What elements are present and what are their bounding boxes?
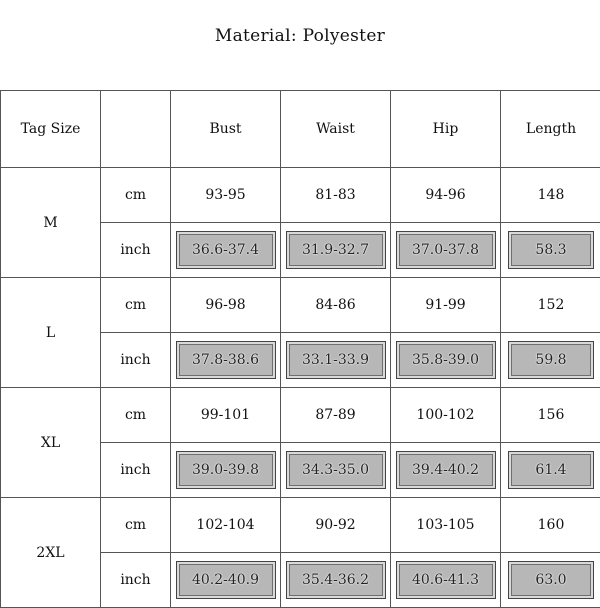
table-row-2xl-cm [1, 498, 600, 553]
hip-cm: 103-105 [391, 498, 501, 553]
bust-inch: 36.6-37.4 [176, 231, 276, 269]
header-length: Length [501, 91, 600, 168]
size-label-l: L [1, 278, 101, 388]
bust-cm: 99-101 [171, 388, 281, 443]
waist-inch: 34.3-35.0 [286, 451, 386, 489]
length-cm: 152 [501, 278, 600, 333]
length-cm: 148 [501, 168, 600, 223]
waist-inch-cell [281, 553, 391, 608]
size-chart-table [0, 90, 600, 608]
size-label-m: M [1, 168, 101, 278]
waist-cm: 87-89 [281, 388, 391, 443]
waist-cm: 84-86 [281, 278, 391, 333]
hip-inch: 39.4-40.2 [396, 451, 496, 489]
bust-cm: 102-104 [171, 498, 281, 553]
size-label-xl: XL [1, 388, 101, 498]
hip-cm: 100-102 [391, 388, 501, 443]
header-row [1, 91, 600, 168]
header-hip: Hip [391, 91, 501, 168]
hip-cm: 91-99 [391, 278, 501, 333]
waist-inch-cell [281, 333, 391, 388]
length-inch-cell [501, 223, 600, 278]
bust-inch-cell [171, 223, 281, 278]
length-cm: 160 [501, 498, 600, 553]
unit-cm: cm [101, 388, 171, 443]
header-waist: Waist [281, 91, 391, 168]
unit-cm: cm [101, 498, 171, 553]
hip-cm: 94-96 [391, 168, 501, 223]
waist-inch: 33.1-33.9 [286, 341, 386, 379]
unit-cm: cm [101, 278, 171, 333]
unit-inch: inch [101, 443, 171, 498]
hip-inch-cell [391, 443, 501, 498]
length-inch: 63.0 [508, 561, 594, 599]
bust-inch-cell [171, 443, 281, 498]
waist-inch: 35.4-36.2 [286, 561, 386, 599]
length-cm: 156 [501, 388, 600, 443]
unit-inch: inch [101, 333, 171, 388]
header-tag-size: Tag Size [1, 91, 101, 168]
bust-inch: 39.0-39.8 [176, 451, 276, 489]
length-inch-cell [501, 443, 600, 498]
hip-inch-cell [391, 333, 501, 388]
waist-cm: 90-92 [281, 498, 391, 553]
length-inch-cell [501, 333, 600, 388]
unit-inch: inch [101, 553, 171, 608]
waist-inch-cell [281, 223, 391, 278]
bust-inch-cell [171, 553, 281, 608]
hip-inch-cell [391, 553, 501, 608]
length-inch: 59.8 [508, 341, 594, 379]
hip-inch: 40.6-41.3 [396, 561, 496, 599]
length-inch: 61.4 [508, 451, 594, 489]
header-unit [101, 91, 171, 168]
bust-cm: 93-95 [171, 168, 281, 223]
bust-cm: 96-98 [171, 278, 281, 333]
bust-inch-cell [171, 333, 281, 388]
header-bust: Bust [171, 91, 281, 168]
bust-inch: 40.2-40.9 [176, 561, 276, 599]
size-label-2xl: 2XL [1, 498, 101, 608]
waist-cm: 81-83 [281, 168, 391, 223]
table-row-l-cm [1, 278, 600, 333]
length-inch: 58.3 [508, 231, 594, 269]
page-title: Material: Polyester [0, 26, 600, 46]
hip-inch-cell [391, 223, 501, 278]
unit-cm: cm [101, 168, 171, 223]
hip-inch: 37.0-37.8 [396, 231, 496, 269]
table-row-m-cm [1, 168, 600, 223]
waist-inch-cell [281, 443, 391, 498]
waist-inch: 31.9-32.7 [286, 231, 386, 269]
unit-inch: inch [101, 223, 171, 278]
length-inch-cell [501, 553, 600, 608]
hip-inch: 35.8-39.0 [396, 341, 496, 379]
bust-inch: 37.8-38.6 [176, 341, 276, 379]
table-row-xl-cm [1, 388, 600, 443]
